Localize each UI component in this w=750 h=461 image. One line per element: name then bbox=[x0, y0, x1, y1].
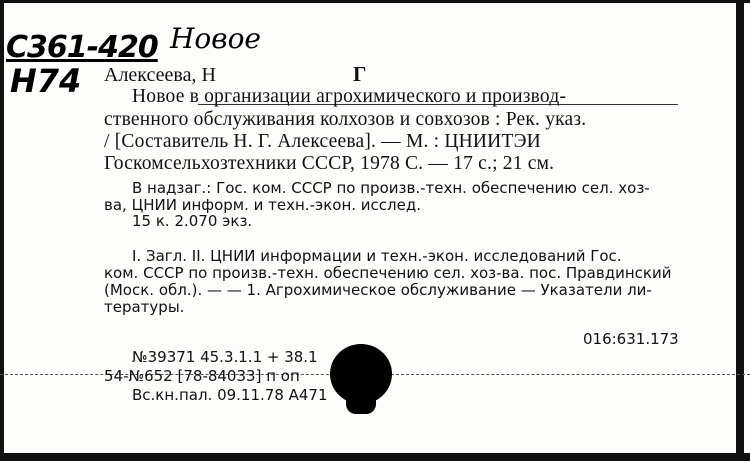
title-line-4: Госкомсельхозтехники СССР, 1978 С. — 17 с.; 21 см. bbox=[104, 153, 555, 174]
title-line-3: / [Составитель Н. Г. Алексеева]. — М. : ЦНИИТЭИ bbox=[104, 131, 541, 152]
card-top-edge bbox=[0, 0, 750, 3]
footer-line-1: №39371 45.3.1.1 + 38.1 bbox=[132, 348, 318, 366]
card-punch-hole-stem bbox=[346, 396, 376, 414]
udc-code: 016:631.173 bbox=[583, 330, 679, 348]
author-initial: Г bbox=[353, 62, 367, 86]
call-number-suffix: Н74 bbox=[10, 62, 82, 100]
handwritten-note: Новое bbox=[170, 22, 261, 55]
title-line-2: ственного обслуживания колхозов и совхозов : Рек. указ. bbox=[104, 109, 587, 130]
author-heading: Алексеева, Н bbox=[104, 64, 216, 86]
card-bottom-edge bbox=[0, 453, 750, 461]
card-punch-hole bbox=[330, 344, 392, 404]
subject-line-4: тературы. bbox=[104, 298, 185, 316]
call-number: С361-420 bbox=[6, 30, 158, 65]
card-left-edge bbox=[0, 0, 4, 461]
title-line-1: Новое в организации агрохимического и производ- bbox=[132, 86, 567, 107]
note-line-1: В надзаг.: Гос. ком. СССР по произв.-техн. обеспечению сел. хоз- bbox=[132, 179, 650, 197]
note-line-2: ва, ЦНИИ информ. и техн.-экон. исслед. bbox=[104, 196, 421, 214]
footer-line-3: Вс.кн.пал. 09.11.78 А471 bbox=[132, 386, 328, 404]
subject-line-2: ком. СССР по произв.-техн. обеспечению сел. хоз-ва. пос. Правдинский bbox=[104, 264, 672, 282]
price-circulation: 15 к. 2.070 экз. bbox=[132, 212, 253, 230]
card-right-edge bbox=[736, 0, 744, 461]
subject-line-1: I. Загл. II. ЦНИИ информации и техн.-экон. исследований Гос. bbox=[132, 247, 622, 265]
subject-line-3: (Моск. обл.). — — 1. Агрохимическое обслуживание — Указатели ли- bbox=[104, 281, 652, 299]
footer-line-2: 54-№652 [78-84033] п оп bbox=[104, 367, 300, 385]
